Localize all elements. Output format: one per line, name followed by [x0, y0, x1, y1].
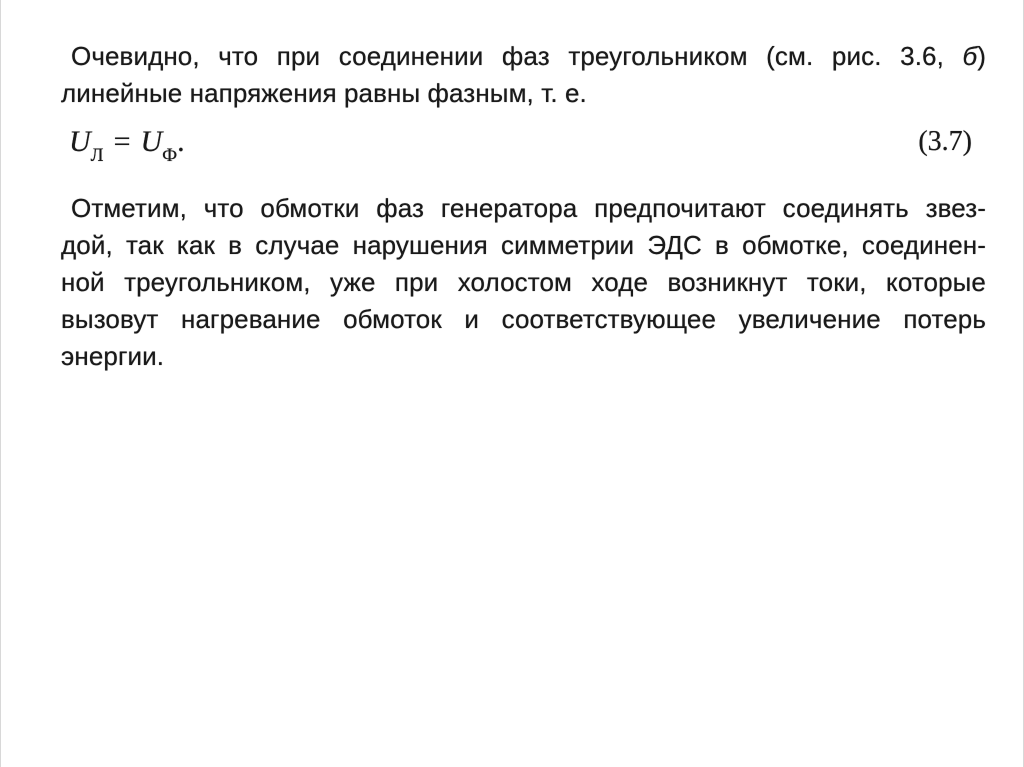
equation-3-7 — [61, 118, 986, 186]
equation-number: (3.7) — [918, 126, 972, 157]
formula — [69, 122, 185, 166]
formula-terminal: . — [177, 125, 185, 158]
paragraph-2-line-2: дой, так как в случае нарушения симметрии ЭДС в обмотке, соединен- — [61, 230, 986, 260]
paragraph-1-line-1-close: ) — [977, 41, 986, 71]
formula-lhs-symbol: U — [69, 125, 91, 158]
figure-label-italic: б — [962, 41, 978, 71]
paragraph-2-line-4: вызовут нагревание обмоток и соответствующее увеличение потерь — [61, 304, 986, 334]
formula-lhs-subscript: Л — [90, 145, 104, 166]
paragraph-1-line-2: линейные напряжения равны фазным, т. е. — [61, 78, 587, 108]
formula-rhs-subscript: Ф — [162, 145, 178, 166]
paragraph-1-line-1-text: Очевидно, что при соединении фаз треугольником (см. рис. 3.6, — [71, 41, 963, 71]
paragraph-2-line-5: энергии. — [61, 341, 165, 371]
paragraph-2-line-1: Отметим, что обмотки фаз генератора предпочитают соединять звез- — [71, 193, 986, 223]
formula-operator: = — [113, 125, 131, 158]
paragraph-2 — [61, 190, 986, 375]
document-page — [61, 38, 986, 375]
paragraph-1-line-1 — [61, 38, 986, 75]
formula-rhs-symbol: U — [140, 125, 163, 158]
paragraph-2-line-3: ной треугольником, уже при холостом ходе возникнут токи, которые — [61, 267, 986, 297]
paragraph-1 — [61, 38, 986, 112]
